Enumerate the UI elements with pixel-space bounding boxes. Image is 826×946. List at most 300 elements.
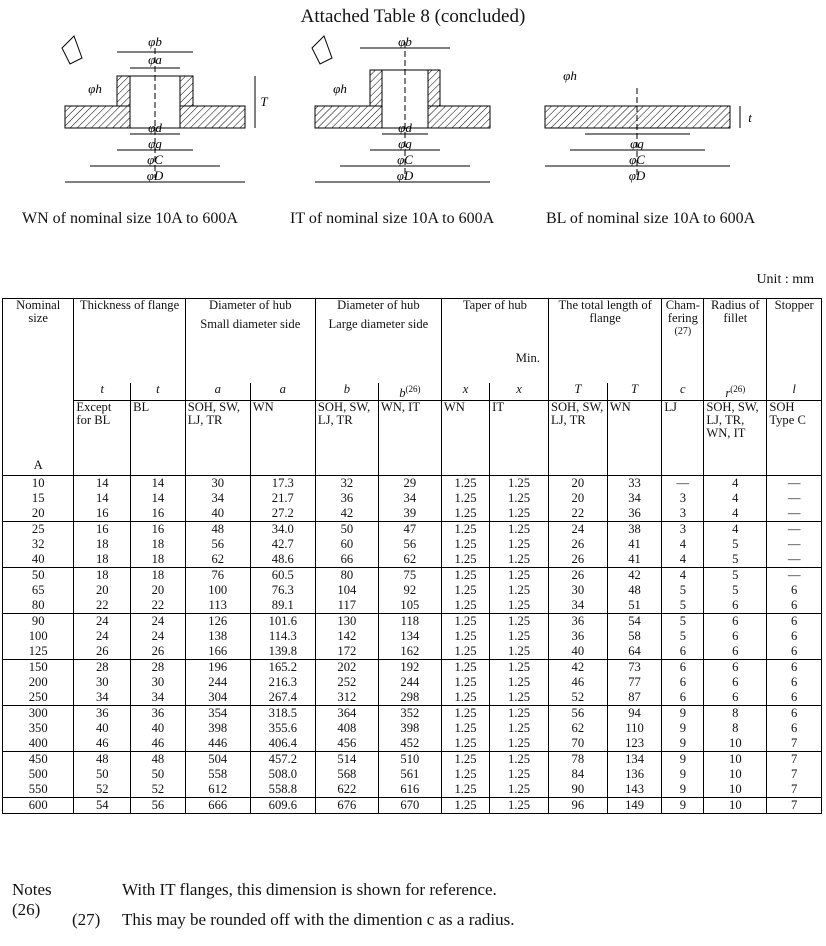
table-cell: 42 [315,506,378,522]
table-cell: 1.25 [441,752,489,768]
table-cell: 24 [131,629,186,644]
table-cell: 3 [662,491,704,506]
bl-g-label: φg [630,136,644,151]
table-cell: 1.25 [441,767,489,782]
table-cell: 1.25 [490,798,549,814]
table-row [3,767,822,782]
table-cell: 22 [74,598,131,614]
table-cell: 6 [662,675,704,690]
symbol-cell [131,383,186,401]
table-row [3,568,822,584]
table-cell: 9 [662,798,704,814]
table-cell: 4 [662,537,704,552]
table-cell: 14 [74,491,131,506]
table-cell: 6 [704,690,767,706]
nominal-size-cell: 40 [3,552,74,568]
table-cell: 118 [378,614,441,630]
table-cell: 16 [131,506,186,522]
table-cell: 10 [704,752,767,768]
nominal-size-cell: 600 [3,798,74,814]
table-cell: 1.25 [490,491,549,506]
applies-to-cell: IT [490,401,549,460]
applies-to-cell: LJ [662,401,704,460]
table-cell: 14 [74,476,131,492]
table-cell: 18 [131,537,186,552]
table-cell: 196 [185,660,250,676]
taper-min: Min. [515,351,540,365]
table-cell: 4 [704,522,767,538]
table-cell: 1.25 [490,782,549,798]
table-cell: 1.25 [490,552,549,568]
symbol-cell [74,383,131,401]
unit-label: Unit : mm [756,272,814,287]
symbol-text: t [156,382,160,396]
table-cell: 1.25 [490,736,549,752]
chamfering-note: (27) [674,326,692,337]
table-cell: 40 [131,721,186,736]
table-cell: 34 [131,690,186,706]
symbol-cell [250,383,315,401]
table-cell: 34.0 [250,522,315,538]
table-cell: 100 [185,583,250,598]
applies-to-cell: WN, IT [378,401,441,460]
table-cell: 612 [185,782,250,798]
table-cell: 14 [131,476,186,492]
table-cell: 75 [378,568,441,584]
table-cell: — [767,568,822,584]
table-cell: 166 [185,644,250,660]
col-stopper: Stopper [767,299,822,384]
table-row [3,506,822,522]
table-cell: 54 [74,798,131,814]
table-cell: 398 [185,721,250,736]
table-cell: 104 [315,583,378,598]
hub-small-sub: Small diameter side [200,317,301,331]
table-cell: 130 [315,614,378,630]
symbol-text: r [725,386,731,401]
table-cell: 1.25 [490,629,549,644]
hub-large-sub: Large diameter side [328,317,429,331]
bl-d-outer-label: φD [628,168,646,183]
size-unit: A [3,459,74,476]
nominal-size-cell: 550 [3,782,74,798]
hub-large-title: Diameter of hub [337,298,420,312]
bl-t-label: t [748,110,752,125]
table-cell: 36 [548,614,607,630]
table-cell: 20 [548,476,607,492]
table-cell: 609.6 [250,798,315,814]
table-row [3,644,822,660]
table-cell: 138 [185,629,250,644]
wn-h-label: φh [88,81,102,96]
table-cell: 126 [185,614,250,630]
table-cell: 34 [548,598,607,614]
table-cell: 134 [607,752,662,768]
table-cell: 113 [185,598,250,614]
applies-to-cell: WN [607,401,662,460]
table-cell: 1.25 [441,506,489,522]
table-cell: 318.5 [250,706,315,722]
table-row [3,798,822,814]
table-cell: 3 [662,522,704,538]
taper-title: Taper of hub [462,298,527,312]
table-row [3,476,822,492]
table-cell: 22 [548,506,607,522]
table-cell: 1.25 [441,568,489,584]
table-cell: 1.25 [490,598,549,614]
it-d-outer-label: φD [396,168,414,183]
table-cell: 666 [185,798,250,814]
table-body [3,476,822,814]
table-cell: 1.25 [441,782,489,798]
symbol-cell [607,383,662,401]
table-cell: 6 [704,660,767,676]
table-cell: 1.25 [490,675,549,690]
table-row [3,629,822,644]
table-cell: 8 [704,721,767,736]
wn-t-label: T [260,94,268,109]
table-cell: 20 [548,491,607,506]
table-cell: 34 [185,491,250,506]
table-cell: 36 [131,706,186,722]
nominal-size-cell: 450 [3,752,74,768]
applies-to-cell: SOH Type C [767,401,822,460]
table-cell: 48 [185,522,250,538]
nominal-size-cell: 20 [3,506,74,522]
symbol-cell [704,383,767,401]
symbol-text: a [214,382,221,396]
nominal-size-cell: 80 [3,598,74,614]
nominal-size-cell: 65 [3,583,74,598]
applies-to-cell: SOH, SW, LJ, TR [315,401,378,460]
table-cell: 27.2 [250,506,315,522]
wn-d-label: φd [148,120,162,135]
table-cell: 1.25 [441,598,489,614]
table-cell: 16 [131,522,186,538]
table-cell: 51 [607,598,662,614]
table-cell: 30 [185,476,250,492]
table-cell: 7 [767,752,822,768]
table-cell: 84 [548,767,607,782]
table-cell: 26 [548,552,607,568]
table-cell: 22 [131,598,186,614]
table-cell: 20 [74,583,131,598]
table-cell: 20 [131,583,186,598]
table-cell: 5 [704,568,767,584]
table-cell: 6 [767,614,822,630]
table-cell: 165.2 [250,660,315,676]
table-cell: 354 [185,706,250,722]
table-cell: 26 [548,568,607,584]
note-26-key: Notes (26) [12,880,52,919]
table-cell: 406.4 [250,736,315,752]
table-cell: 139.8 [250,644,315,660]
table-cell: 5 [704,583,767,598]
table-cell: 1.25 [441,537,489,552]
table-cell: 6 [767,629,822,644]
table-cell: 48 [74,752,131,768]
symbol-cell [767,383,822,401]
table-cell: 1.25 [441,644,489,660]
table-cell: 6 [767,675,822,690]
table-cell: 92 [378,583,441,598]
table-cell: 1.25 [441,522,489,538]
table-row [3,782,822,798]
col-total-length: The total length of flange [548,299,661,384]
table-cell: 42 [607,568,662,584]
table-cell: 42.7 [250,537,315,552]
table-row [3,690,822,706]
table-cell: 46 [548,675,607,690]
nominal-size-cell: 125 [3,644,74,660]
table-cell: 38 [607,522,662,538]
it-d-label: φd [398,120,412,135]
table-cell: 34 [74,690,131,706]
table-cell: 77 [607,675,662,690]
table-cell: 267.4 [250,690,315,706]
table-cell: 508.0 [250,767,315,782]
table-cell: 89.1 [250,598,315,614]
col-nominal-size: Nominal size [3,299,74,384]
table-cell: 1.25 [441,690,489,706]
table-cell: 9 [662,782,704,798]
table-cell: 50 [315,522,378,538]
table-cell: 6 [767,706,822,722]
hub-small-title: Diameter of hub [209,298,292,312]
table-cell: 676 [315,798,378,814]
table-cell: 6 [704,644,767,660]
table-cell: 9 [662,767,704,782]
col-chamfering [662,299,704,384]
table-cell: 94 [607,706,662,722]
table-cell: 62 [548,721,607,736]
table-cell: 252 [315,675,378,690]
nominal-size-cell: 50 [3,568,74,584]
table-cell: 18 [74,552,131,568]
bl-c-label: φC [629,152,645,167]
table-cell: 30 [74,675,131,690]
table-cell: 6 [767,690,822,706]
symbol-cell [490,383,549,401]
note-27-text: This may be rounded off with the dimention c as a radius. [122,910,515,929]
table-row [3,721,822,736]
table-cell: 298 [378,690,441,706]
table-cell: 6 [704,629,767,644]
table-cell: 5 [704,537,767,552]
it-h-label: φh [333,81,347,96]
nominal-size-cell: 200 [3,675,74,690]
table-cell: 28 [131,660,186,676]
table-cell: — [767,506,822,522]
table-cell: 1.25 [441,706,489,722]
table-cell: 52 [131,782,186,798]
table-cell: 1.25 [490,583,549,598]
symbol-cell [548,383,607,401]
table-cell: 16 [74,506,131,522]
nominal-size-cell: 350 [3,721,74,736]
table-cell: 18 [74,537,131,552]
table-cell: 7 [767,736,822,752]
table-cell: 24 [548,522,607,538]
symbol-cell [185,383,250,401]
table-cell: 1.25 [490,752,549,768]
table-cell: 5 [662,583,704,598]
table-cell: 457.2 [250,752,315,768]
nominal-size-cell: 250 [3,690,74,706]
col-taper [441,299,548,384]
symbol-text: T [574,382,582,396]
table-cell: 26 [548,537,607,552]
table-cell: 62 [185,552,250,568]
table-cell: 60.5 [250,568,315,584]
table-cell: 304 [185,690,250,706]
table-row [3,675,822,690]
table-cell: 616 [378,782,441,798]
nominal-size-cell: 25 [3,522,74,538]
table-cell: 504 [185,752,250,768]
table-cell: 244 [185,675,250,690]
table-cell: 6 [704,598,767,614]
caption-wn: WN of nominal size 10A to 600A [22,210,238,227]
table-cell: 5 [704,552,767,568]
nominal-size-cell: 15 [3,491,74,506]
wn-c-label: φC [147,152,163,167]
table-cell: — [767,491,822,506]
wn-g-label: φg [148,136,162,151]
table-cell: — [767,476,822,492]
applies-to-cell: WN [250,401,315,460]
caption-it: IT of nominal size 10A to 600A [290,210,495,227]
table-cell: 117 [315,598,378,614]
table-cell: 352 [378,706,441,722]
table-cell: 568 [315,767,378,782]
table-cell: 6 [767,598,822,614]
table-cell: 52 [74,782,131,798]
table-cell: 7 [767,767,822,782]
table-row [3,614,822,630]
table-cell: — [767,522,822,538]
table-row [3,537,822,552]
table-cell: 4 [704,476,767,492]
table-cell: 18 [131,552,186,568]
table-cell: 46 [74,736,131,752]
table-cell: 36 [607,506,662,522]
it-c-label: φC [397,152,413,167]
table-cell: 1.25 [490,537,549,552]
table-cell: 134 [378,629,441,644]
table-cell: 149 [607,798,662,814]
table-cell: 4 [704,506,767,522]
applies-to-cell: SOH, SW, LJ, TR [185,401,250,460]
table-cell: 312 [315,690,378,706]
table-cell: 6 [767,644,822,660]
nominal-size-cell: 300 [3,706,74,722]
table-cell: 6 [662,644,704,660]
symbol-text: c [680,382,686,396]
table-row [3,706,822,722]
table-cell: 26 [74,644,131,660]
table-cell: 48 [607,583,662,598]
symbol-text: b [343,382,351,396]
nominal-size-cell: 10 [3,476,74,492]
table-cell: 6 [704,614,767,630]
note-26-text: With IT flanges, this dimension is shown for reference. [122,880,497,899]
table-cell: 33 [607,476,662,492]
symbol-cell [441,383,489,401]
table-cell: 244 [378,675,441,690]
applies-to-cell: SOH, SW, LJ, TR, WN, IT [704,401,767,460]
applies-to-cell: SOH, SW, LJ, TR [548,401,607,460]
table-cell: 143 [607,782,662,798]
table-cell: 56 [548,706,607,722]
table-cell: — [767,537,822,552]
table-cell: 10 [704,798,767,814]
table-cell: 36 [74,706,131,722]
table-cell: 4 [662,568,704,584]
symbol-text: t [100,382,104,396]
table-cell: 101.6 [250,614,315,630]
col-radius: Radius of fillet [704,299,767,384]
table-cell: 1.25 [441,552,489,568]
wn-d-outer-label: φD [146,168,164,183]
table-cell: 90 [548,782,607,798]
table-cell: 78 [548,752,607,768]
table-cell: 6 [767,660,822,676]
applies-to-cell: Except for BL [74,401,131,460]
table-cell: 50 [74,767,131,782]
table-cell: 105 [378,598,441,614]
table-cell: 14 [131,491,186,506]
table-cell: 58 [607,629,662,644]
symbol-footnote: (26) [730,384,746,394]
table-cell: 9 [662,736,704,752]
table-cell: 1.25 [441,491,489,506]
table-cell: 1.25 [441,798,489,814]
col-hub-large [315,299,441,384]
table-cell: 29 [378,476,441,492]
table-cell: 24 [131,614,186,630]
table-cell: 80 [315,568,378,584]
table-cell: 7 [767,782,822,798]
table-cell: 42 [548,660,607,676]
symbol-cell [315,383,378,401]
table-cell: 1.25 [441,614,489,630]
table-cell: — [767,552,822,568]
table-cell: 56 [185,537,250,552]
table-cell: 1.25 [441,476,489,492]
table-cell: 73 [607,660,662,676]
table-cell: 54 [607,614,662,630]
table-cell: 1.25 [490,690,549,706]
table-cell: 32 [315,476,378,492]
table-cell: 56 [131,798,186,814]
table-row [3,583,822,598]
table-cell: 30 [131,675,186,690]
table-cell: 7 [767,798,822,814]
table-cell: 510 [378,752,441,768]
table-row [3,752,822,768]
page-title: Attached Table 8 (concluded) [300,6,526,27]
table-cell: 172 [315,644,378,660]
table-cell: 76.3 [250,583,315,598]
table-cell: 40 [74,721,131,736]
wn-a-label: φa [148,52,162,67]
nominal-size-cell: 90 [3,614,74,630]
caption-bl: BL of nominal size 10A to 600A [546,210,756,227]
table-cell: 6 [767,583,822,598]
nominal-size-cell: 500 [3,767,74,782]
table-cell: 10 [704,782,767,798]
